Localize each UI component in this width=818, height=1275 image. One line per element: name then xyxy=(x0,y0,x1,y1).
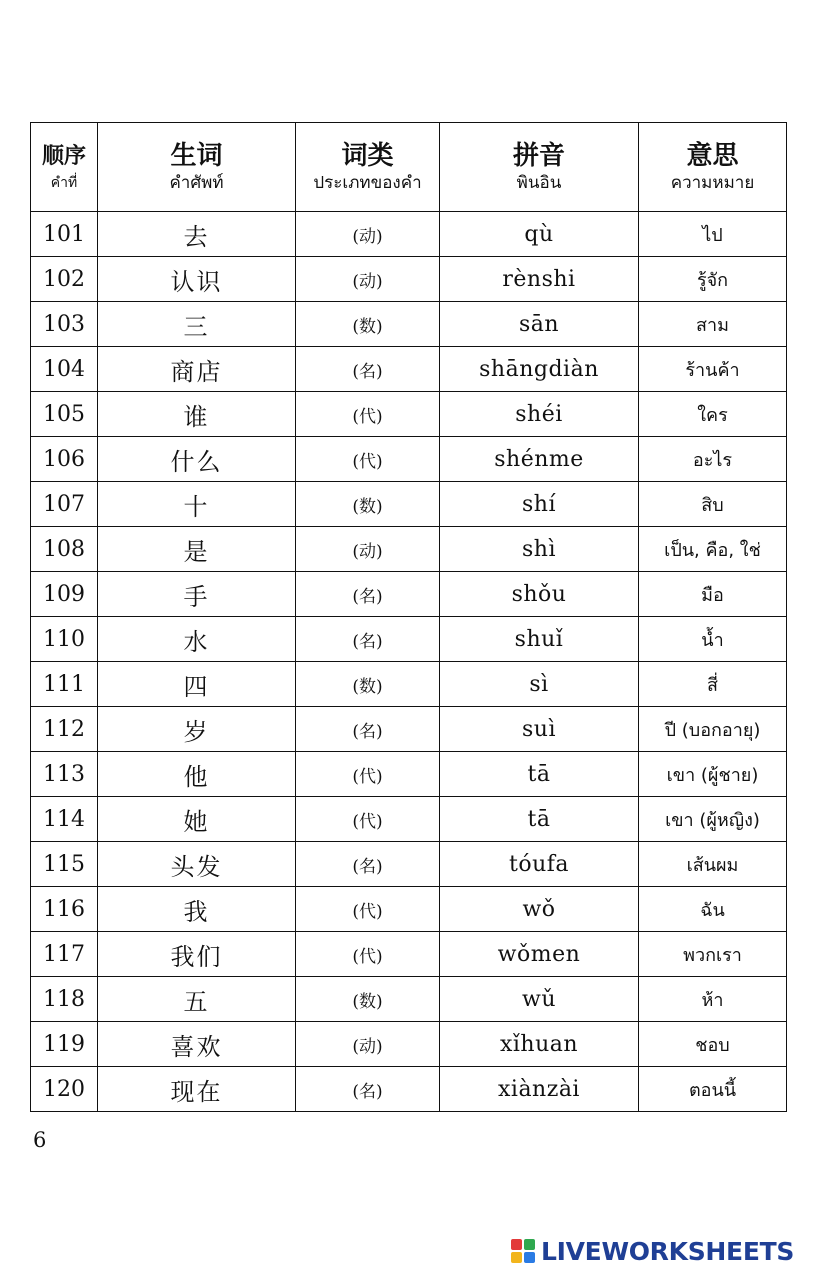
cell-pinyin: sì xyxy=(440,662,639,707)
liveworksheets-brand xyxy=(511,1236,794,1266)
cell-word-type: (数) xyxy=(296,662,440,707)
cell-meaning: สาม xyxy=(639,302,787,347)
cell-pinyin: tóufa xyxy=(440,842,639,887)
cell-pinyin: tā xyxy=(440,752,639,797)
header-type xyxy=(296,123,440,212)
cell-word-type: (名) xyxy=(296,347,440,392)
cell-pinyin: qù xyxy=(440,212,639,257)
cell-number: 107 xyxy=(31,482,98,527)
cell-word: 谁 xyxy=(98,392,296,437)
cell-meaning: สี่ xyxy=(639,662,787,707)
header-word xyxy=(98,123,296,212)
cell-number: 102 xyxy=(31,257,98,302)
cell-pinyin: shéi xyxy=(440,392,639,437)
cell-meaning: อะไร xyxy=(639,437,787,482)
cell-word: 她 xyxy=(98,797,296,842)
cell-meaning: ปี (บอกอายุ) xyxy=(639,707,787,752)
table-row xyxy=(31,572,787,617)
table-row xyxy=(31,302,787,347)
cell-meaning: ฉัน xyxy=(639,887,787,932)
table-row xyxy=(31,617,787,662)
cell-meaning: ใคร xyxy=(639,392,787,437)
cell-word: 去 xyxy=(98,212,296,257)
cell-word-type: (数) xyxy=(296,302,440,347)
page-number: 6 xyxy=(33,1128,47,1152)
cell-pinyin: sān xyxy=(440,302,639,347)
cell-word: 什么 xyxy=(98,437,296,482)
cell-number: 116 xyxy=(31,887,98,932)
table-row xyxy=(31,662,787,707)
table-row xyxy=(31,707,787,752)
table-row xyxy=(31,887,787,932)
table-row xyxy=(31,347,787,392)
header-pinyin-zh: 拼音 xyxy=(512,141,565,171)
cell-word: 认识 xyxy=(98,257,296,302)
cell-pinyin: wǒ xyxy=(440,887,639,932)
cell-number: 105 xyxy=(31,392,98,437)
header-meaning xyxy=(639,123,787,212)
cell-meaning: เป็น, คือ, ใช่ xyxy=(639,527,787,572)
cell-pinyin: shénme xyxy=(440,437,639,482)
cell-pinyin: wǔ xyxy=(440,977,639,1022)
cell-word-type: (代) xyxy=(296,392,440,437)
cell-meaning: ชอบ xyxy=(639,1022,787,1067)
cell-meaning: สิบ xyxy=(639,482,787,527)
cell-word-type: (名) xyxy=(296,842,440,887)
cell-meaning: มือ xyxy=(639,572,787,617)
cell-number: 118 xyxy=(31,977,98,1022)
header-no-zh: 顺序 xyxy=(41,143,86,169)
cell-meaning: น้ำ xyxy=(639,617,787,662)
vocabulary-table xyxy=(30,122,787,1112)
cell-word: 他 xyxy=(98,752,296,797)
logo-square-blue xyxy=(524,1252,535,1263)
cell-meaning: เขา (ผู้หญิง) xyxy=(639,797,787,842)
cell-word: 是 xyxy=(98,527,296,572)
cell-number: 103 xyxy=(31,302,98,347)
cell-meaning: เส้นผม xyxy=(639,842,787,887)
cell-number: 113 xyxy=(31,752,98,797)
cell-pinyin: shuǐ xyxy=(440,617,639,662)
table-row xyxy=(31,212,787,257)
cell-word: 喜欢 xyxy=(98,1022,296,1067)
table-row xyxy=(31,797,787,842)
header-type-th: ประเภทของคำ xyxy=(313,173,422,193)
table-row xyxy=(31,752,787,797)
cell-word-type: (数) xyxy=(296,977,440,1022)
cell-word: 四 xyxy=(98,662,296,707)
cell-number: 108 xyxy=(31,527,98,572)
cell-pinyin: shí xyxy=(440,482,639,527)
cell-word-type: (动) xyxy=(296,1022,440,1067)
cell-number: 115 xyxy=(31,842,98,887)
cell-number: 114 xyxy=(31,797,98,842)
cell-word-type: (动) xyxy=(296,257,440,302)
cell-meaning: พวกเรา xyxy=(639,932,787,977)
cell-number: 101 xyxy=(31,212,98,257)
cell-word-type: (名) xyxy=(296,617,440,662)
cell-number: 109 xyxy=(31,572,98,617)
cell-word-type: (代) xyxy=(296,752,440,797)
cell-number: 112 xyxy=(31,707,98,752)
cell-word-type: (名) xyxy=(296,1067,440,1112)
table-row xyxy=(31,437,787,482)
cell-word-type: (动) xyxy=(296,212,440,257)
cell-number: 111 xyxy=(31,662,98,707)
table-row xyxy=(31,257,787,302)
cell-meaning: ตอนนี้ xyxy=(639,1067,787,1112)
cell-pinyin: suì xyxy=(440,707,639,752)
cell-meaning: เขา (ผู้ชาย) xyxy=(639,752,787,797)
cell-number: 104 xyxy=(31,347,98,392)
cell-word: 商店 xyxy=(98,347,296,392)
table-row xyxy=(31,842,787,887)
header-pinyin xyxy=(440,123,639,212)
cell-word: 岁 xyxy=(98,707,296,752)
cell-meaning: รู้จัก xyxy=(639,257,787,302)
cell-word-type: (代) xyxy=(296,887,440,932)
cell-word-type: (代) xyxy=(296,797,440,842)
header-word-zh: 生词 xyxy=(170,141,223,171)
liveworksheets-logo-icon xyxy=(511,1239,535,1263)
table-body xyxy=(31,212,787,1112)
table-row xyxy=(31,527,787,572)
cell-word: 头发 xyxy=(98,842,296,887)
cell-pinyin: xǐhuan xyxy=(440,1022,639,1067)
cell-word-type: (代) xyxy=(296,932,440,977)
cell-word-type: (名) xyxy=(296,707,440,752)
cell-pinyin: tā xyxy=(440,797,639,842)
cell-word: 水 xyxy=(98,617,296,662)
cell-meaning: ห้า xyxy=(639,977,787,1022)
cell-pinyin: shāngdiàn xyxy=(440,347,639,392)
cell-pinyin: shì xyxy=(440,527,639,572)
header-pinyin-th: พินอิน xyxy=(516,173,562,193)
header-type-zh: 词类 xyxy=(341,141,394,171)
cell-word: 现在 xyxy=(98,1067,296,1112)
header-meaning-th: ความหมาย xyxy=(670,173,755,193)
cell-number: 106 xyxy=(31,437,98,482)
cell-word-type: (代) xyxy=(296,437,440,482)
cell-number: 110 xyxy=(31,617,98,662)
cell-word: 我们 xyxy=(98,932,296,977)
table-row xyxy=(31,1067,787,1112)
table-header-row xyxy=(31,123,787,212)
logo-square-green xyxy=(524,1239,535,1250)
cell-pinyin: wǒmen xyxy=(440,932,639,977)
brand-wordmark: LIVEWORKSHEETS xyxy=(541,1236,795,1266)
table-row xyxy=(31,932,787,977)
header-word-th: คำศัพท์ xyxy=(169,173,224,193)
cell-meaning: ไป xyxy=(639,212,787,257)
cell-number: 120 xyxy=(31,1067,98,1112)
header-meaning-zh: 意思 xyxy=(686,141,739,171)
header-no xyxy=(31,123,98,212)
cell-word-type: (名) xyxy=(296,572,440,617)
cell-pinyin: shǒu xyxy=(440,572,639,617)
cell-word: 手 xyxy=(98,572,296,617)
cell-word: 五 xyxy=(98,977,296,1022)
cell-pinyin: xiànzài xyxy=(440,1067,639,1112)
cell-word: 三 xyxy=(98,302,296,347)
cell-word: 十 xyxy=(98,482,296,527)
logo-square-red xyxy=(511,1239,522,1250)
cell-number: 119 xyxy=(31,1022,98,1067)
cell-word-type: (动) xyxy=(296,527,440,572)
cell-pinyin: rènshi xyxy=(440,257,639,302)
cell-meaning: ร้านค้า xyxy=(639,347,787,392)
table-row xyxy=(31,1022,787,1067)
logo-square-yellow xyxy=(511,1252,522,1263)
cell-number: 117 xyxy=(31,932,98,977)
table-row xyxy=(31,482,787,527)
table-row xyxy=(31,392,787,437)
header-no-th: คำที่ xyxy=(50,175,78,191)
table-row xyxy=(31,977,787,1022)
cell-word: 我 xyxy=(98,887,296,932)
cell-word-type: (数) xyxy=(296,482,440,527)
